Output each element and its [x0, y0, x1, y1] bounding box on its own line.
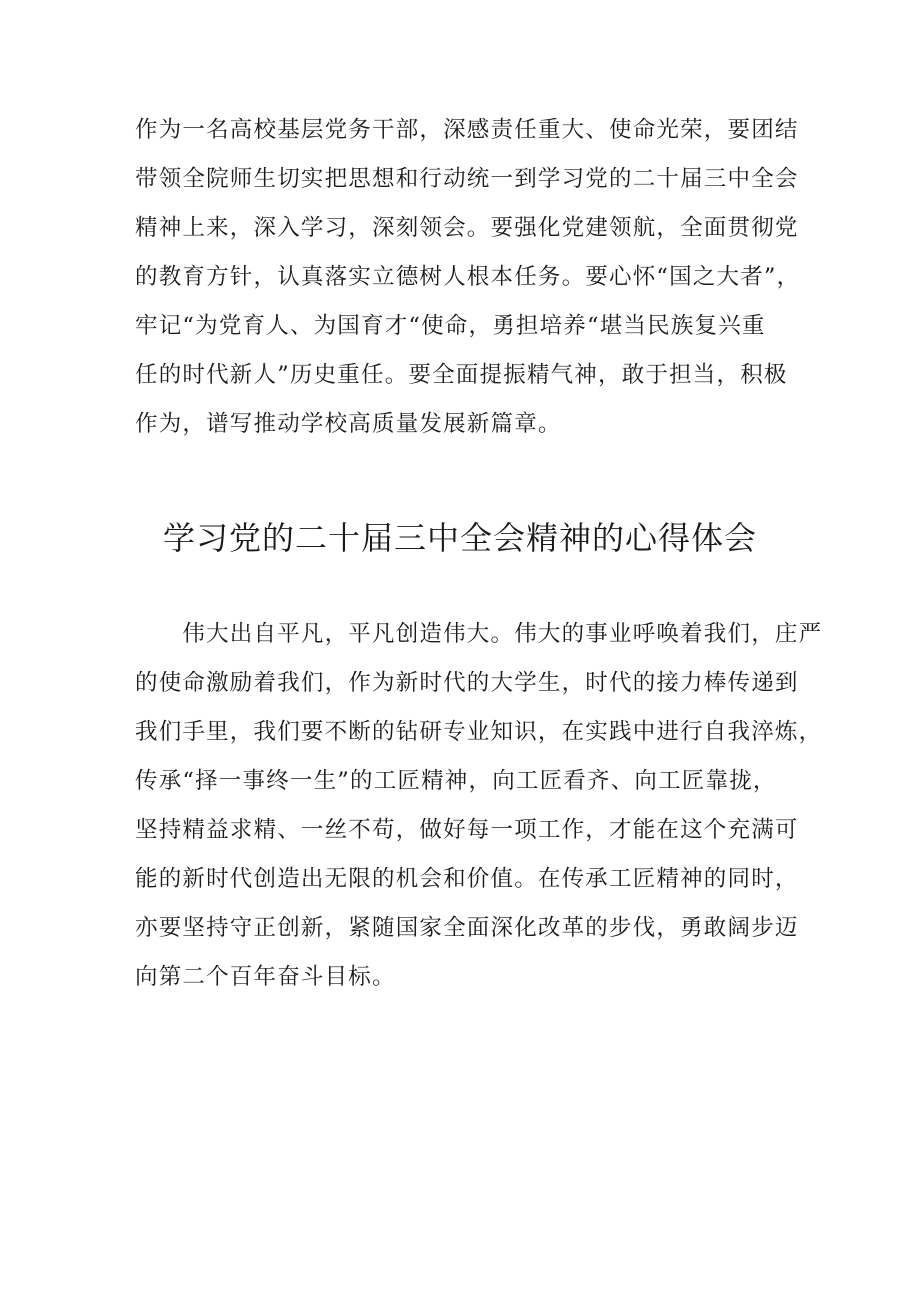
paragraph-line: 精神上来，深入学习，深刻领会。要强化党建领航，全面贯彻党 [135, 215, 799, 241]
paragraph-line: 作为一名高校基层党务干部，深感责任重大、使命光荣，要团结 [135, 117, 799, 143]
paragraph-line: 传承“择一事终一生”的工匠精神，向工匠看齐、向工匠靠拢， [135, 768, 777, 794]
paragraph-line: 我们手里，我们要不断的钻研专业知识，在实践中进行自我淬炼， [135, 719, 823, 745]
paragraph-line: 伟大出自平凡，平凡创造伟大。伟大的事业呼唤着我们，庄严 [135, 621, 823, 647]
paragraph-party-cadre [135, 106, 801, 449]
paragraph-line: 牢记“为党育人、为国育才“使命，勇担培养“堪当民族复兴重 [135, 313, 766, 339]
paragraph-line: 的教育方针，认真落实立德树人根本任务。要心怀“国之大者”， [135, 264, 801, 290]
paragraph-line: 能的新时代创造出无限的机会和价值。在传承工匠精神的同时， [135, 866, 799, 892]
paragraph-line: 带领全院师生切实把思想和行动统一到学习党的二十届三中全会 [135, 166, 799, 192]
paragraph-line: 向第二个百年奋斗目标。 [135, 964, 396, 990]
paragraph-line: 坚持精益求精、一丝不苟，做好每一项工作，才能在这个充满可 [135, 817, 799, 843]
paragraph-line: 作为，谱写推动学校高质量发展新篇章。 [135, 411, 562, 437]
paragraph-line: 的使命激励着我们，作为新时代的大学生，时代的接力棒传递到 [135, 670, 799, 696]
paragraph-line: 亦要坚持守正创新，紧随国家全面深化改革的步伐，勇敢阔步迈 [135, 915, 799, 941]
section-title: 学习党的二十届三中全会精神的心得体会 [162, 519, 757, 557]
paragraph-line: 任的时代新人”历史重任。要全面提振精气神，敢于担当，积极 [135, 362, 788, 388]
paragraph-student [135, 610, 823, 1002]
